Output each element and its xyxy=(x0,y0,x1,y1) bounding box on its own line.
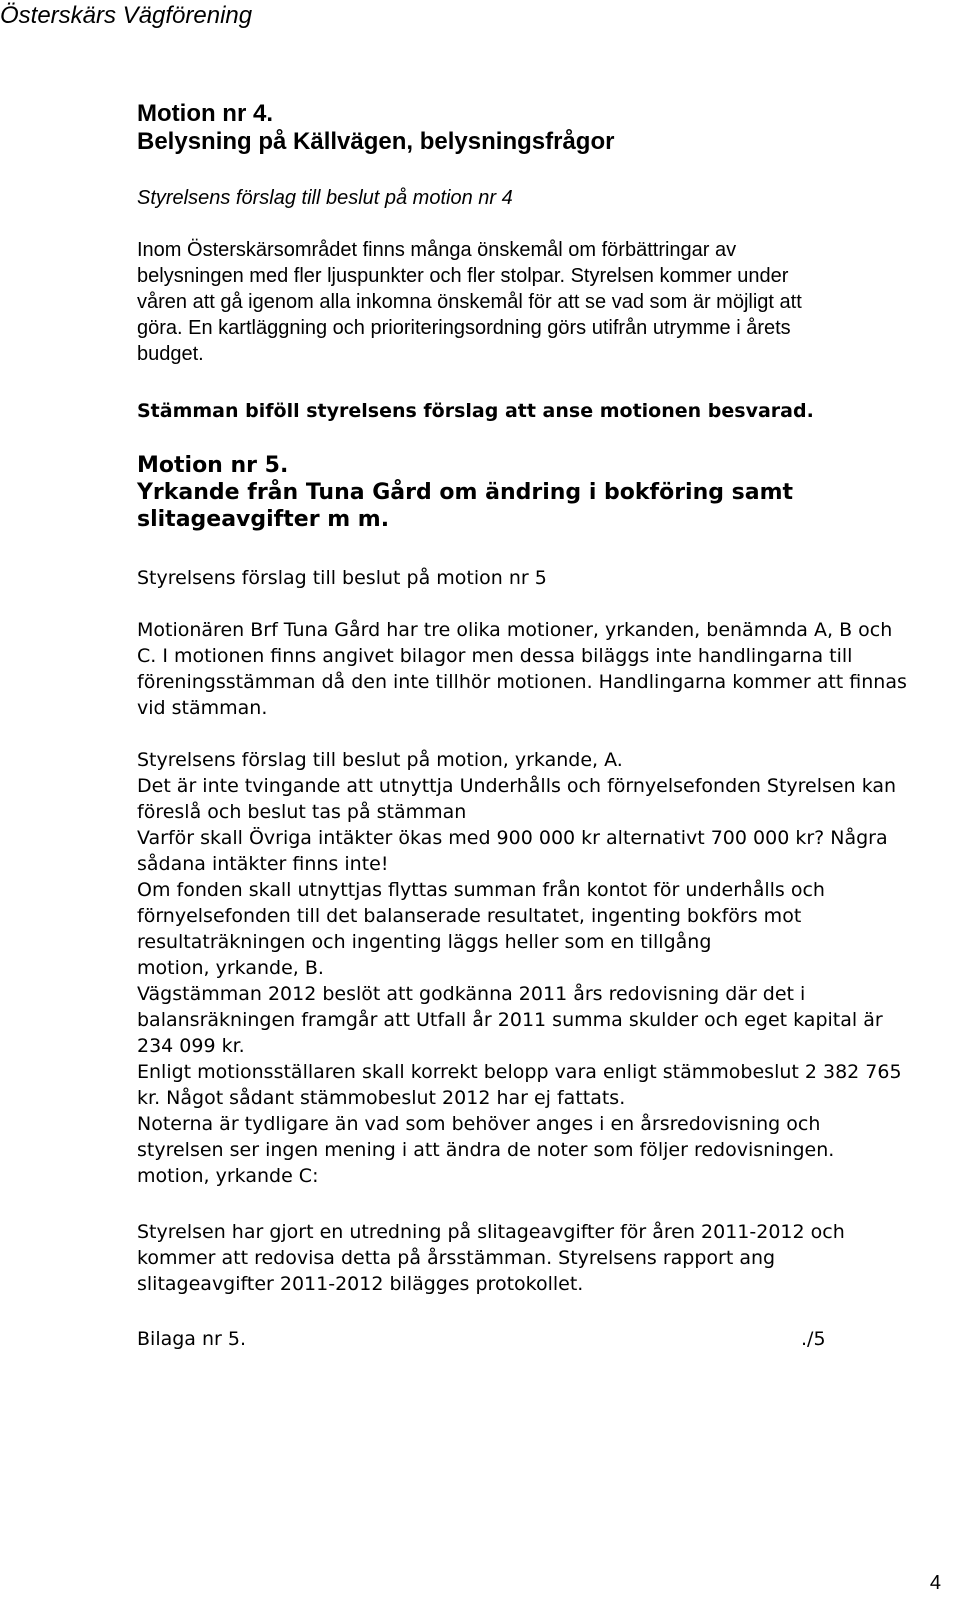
yrkande-c-line: Styrelsen har gjort en utredning på slitageavgifter för åren 2011-2012 och xyxy=(137,1221,845,1243)
motion5-intro-line: C. I motionen finns angivet bilagor men dessa biläggs inte handlingarna till xyxy=(137,645,853,667)
attachment-ref: ./5 xyxy=(801,1328,826,1350)
motion4-subheading: Belysning på Källvägen, belysningsfrågor xyxy=(137,128,615,155)
motion4-body-line: våren att gå igenom alla inkomna önskemål för att se vad som är möjligt att xyxy=(137,291,802,313)
motion5-intro-line: Motionären Brf Tuna Gård har tre olika motioner, yrkanden, benämnda A, B och xyxy=(137,619,893,641)
yrkande-line: 234 099 kr. xyxy=(137,1035,245,1057)
yrkande-c-line: kommer att redovisa detta på årsstämman. Styrelsens rapport ang xyxy=(137,1247,776,1269)
motion4-body-line: göra. En kartläggning och prioriteringsordning görs utifrån utrymme i årets xyxy=(137,317,791,339)
motion4-decision: Stämman biföll styrelsens förslag att anse motionen besvarad. xyxy=(137,400,814,422)
yrkande-line: sådana intäkter finns inte! xyxy=(137,853,389,875)
document-header: Österskärs Vägförening xyxy=(0,2,253,29)
motion4-proposal-heading: Styrelsens förslag till beslut på motion nr 4 xyxy=(137,187,513,209)
motion4-body-line: Inom Österskärsområdet finns många önskemål om förbättringar av xyxy=(137,239,737,261)
yrkande-line: Varför skall Övriga intäkter ökas med 900 000 kr alternativt 700 000 kr? Några xyxy=(137,827,888,849)
attachment-label: Bilaga nr 5. xyxy=(137,1328,246,1350)
motion5-intro-line: föreningsstämman då den inte tillhör motionen. Handlingarna kommer att finnas xyxy=(137,671,907,693)
motion4-body-line: belysningen med fler ljuspunkter och fler stolpar. Styrelsen kommer under xyxy=(137,265,789,287)
motion5-subheading: Yrkande från Tuna Gård om ändring i bokföring samt xyxy=(137,480,794,505)
yrkande-c-label: motion, yrkande C: xyxy=(137,1165,319,1187)
yrkande-line: Vägstämman 2012 beslöt att godkänna 2011 års redovisning där det i xyxy=(137,983,806,1005)
yrkande-line: Det är inte tvingande att utnyttja Underhålls och förnyelsefonden Styrelsen kan xyxy=(137,775,897,797)
motion5-proposal-heading: Styrelsens förslag till beslut på motion nr 5 xyxy=(137,567,547,589)
yrkande-line: Noterna är tydligare än vad som behöver anges i en årsredovisning och xyxy=(137,1113,821,1135)
yrkande-line: förnyelsefonden till det balanserade resultatet, ingenting bokförs mot xyxy=(137,905,802,927)
yrkande-line: styrelsen ser ingen mening i att ändra de noter som följer redovisningen. xyxy=(137,1139,835,1161)
yrkande-line: Enligt motionsställaren skall korrekt belopp vara enligt stämmobeslut 2 382 765 xyxy=(137,1061,902,1083)
yrkande-line: resultaträkningen och ingenting läggs heller som en tillgång xyxy=(137,931,712,953)
yrkande-line: Om fonden skall utnyttjas flyttas summan från kontot för underhålls och xyxy=(137,879,825,901)
motion5-subheading-cont: slitageavgifter m m. xyxy=(137,507,390,532)
page-number: 4 xyxy=(929,1572,941,1594)
yrkande-c-line: slitageavgifter 2011-2012 bilägges protokollet. xyxy=(137,1273,584,1295)
yrkande-b-label: motion, yrkande, B. xyxy=(137,957,324,979)
motion4-body-line: budget. xyxy=(137,343,204,365)
yrkande-line: kr. Något sådant stämmobeslut 2012 har ej fattats. xyxy=(137,1087,626,1109)
yrkande-line: balansräkningen framgår att Utfall år 2011 summa skulder och eget kapital är xyxy=(137,1009,883,1031)
yrkande-a-heading: Styrelsens förslag till beslut på motion, yrkande, A. xyxy=(137,749,623,771)
motion4-heading: Motion nr 4. xyxy=(137,100,273,127)
motion5-intro-line: vid stämman. xyxy=(137,697,268,719)
yrkande-line: föreslå och beslut tas på stämman xyxy=(137,801,467,823)
motion5-heading: Motion nr 5. xyxy=(137,453,289,478)
